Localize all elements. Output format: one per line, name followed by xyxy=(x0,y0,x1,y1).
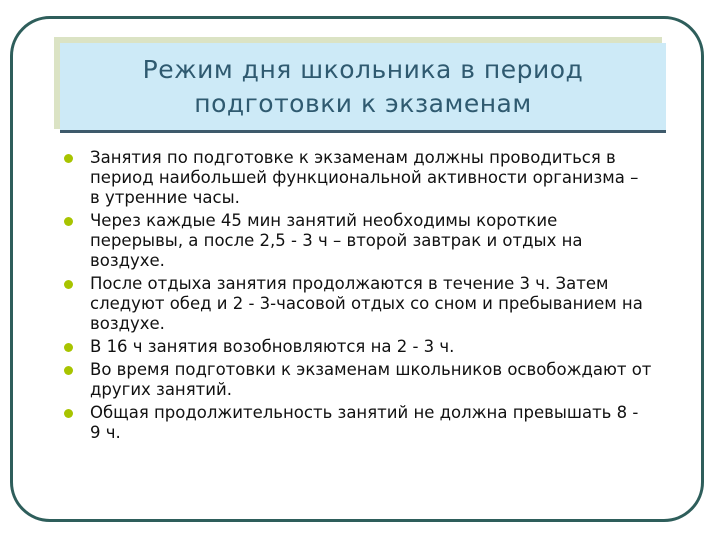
list-item-text: Общая продолжительность занятий не должна превышать 8 - 9 ч. xyxy=(90,403,639,442)
list-item-text: После отдыха занятия продолжаются в течение 3 ч. Затем следуют обед и 2 - 3-часовой отдых со сном и пребыванием на воздухе. xyxy=(90,274,643,333)
bullet-list xyxy=(62,148,652,446)
list-item xyxy=(62,211,652,271)
slide-title: Режим дня школьника в период подготовки к экзаменам xyxy=(142,54,584,118)
bullet-icon xyxy=(64,343,73,352)
bullet-icon xyxy=(64,217,73,226)
bullet-icon xyxy=(64,409,73,418)
list-item-text: Занятия по подготовке к экзаменам должны проводиться в период наибольшей функциональной активности организма – в утренние часы. xyxy=(90,148,639,207)
list-item xyxy=(62,148,652,208)
list-item-text: В 16 ч занятия возобновляются на 2 - 3 ч. xyxy=(90,337,455,356)
list-item xyxy=(62,360,652,400)
bullet-icon xyxy=(64,280,73,289)
bullet-icon xyxy=(64,366,73,375)
list-item xyxy=(62,337,652,357)
list-item-text: Во время подготовки к экзаменам школьников освобождают от других занятий. xyxy=(90,360,652,399)
title-box xyxy=(60,43,666,133)
list-item xyxy=(62,403,652,443)
list-item xyxy=(62,274,652,334)
list-item-text: Через каждые 45 мин занятий необходимы короткие перерывы, а после 2,5 - 3 ч – второй завтрак и отдых на воздухе. xyxy=(90,211,583,270)
bullet-icon xyxy=(64,154,73,163)
